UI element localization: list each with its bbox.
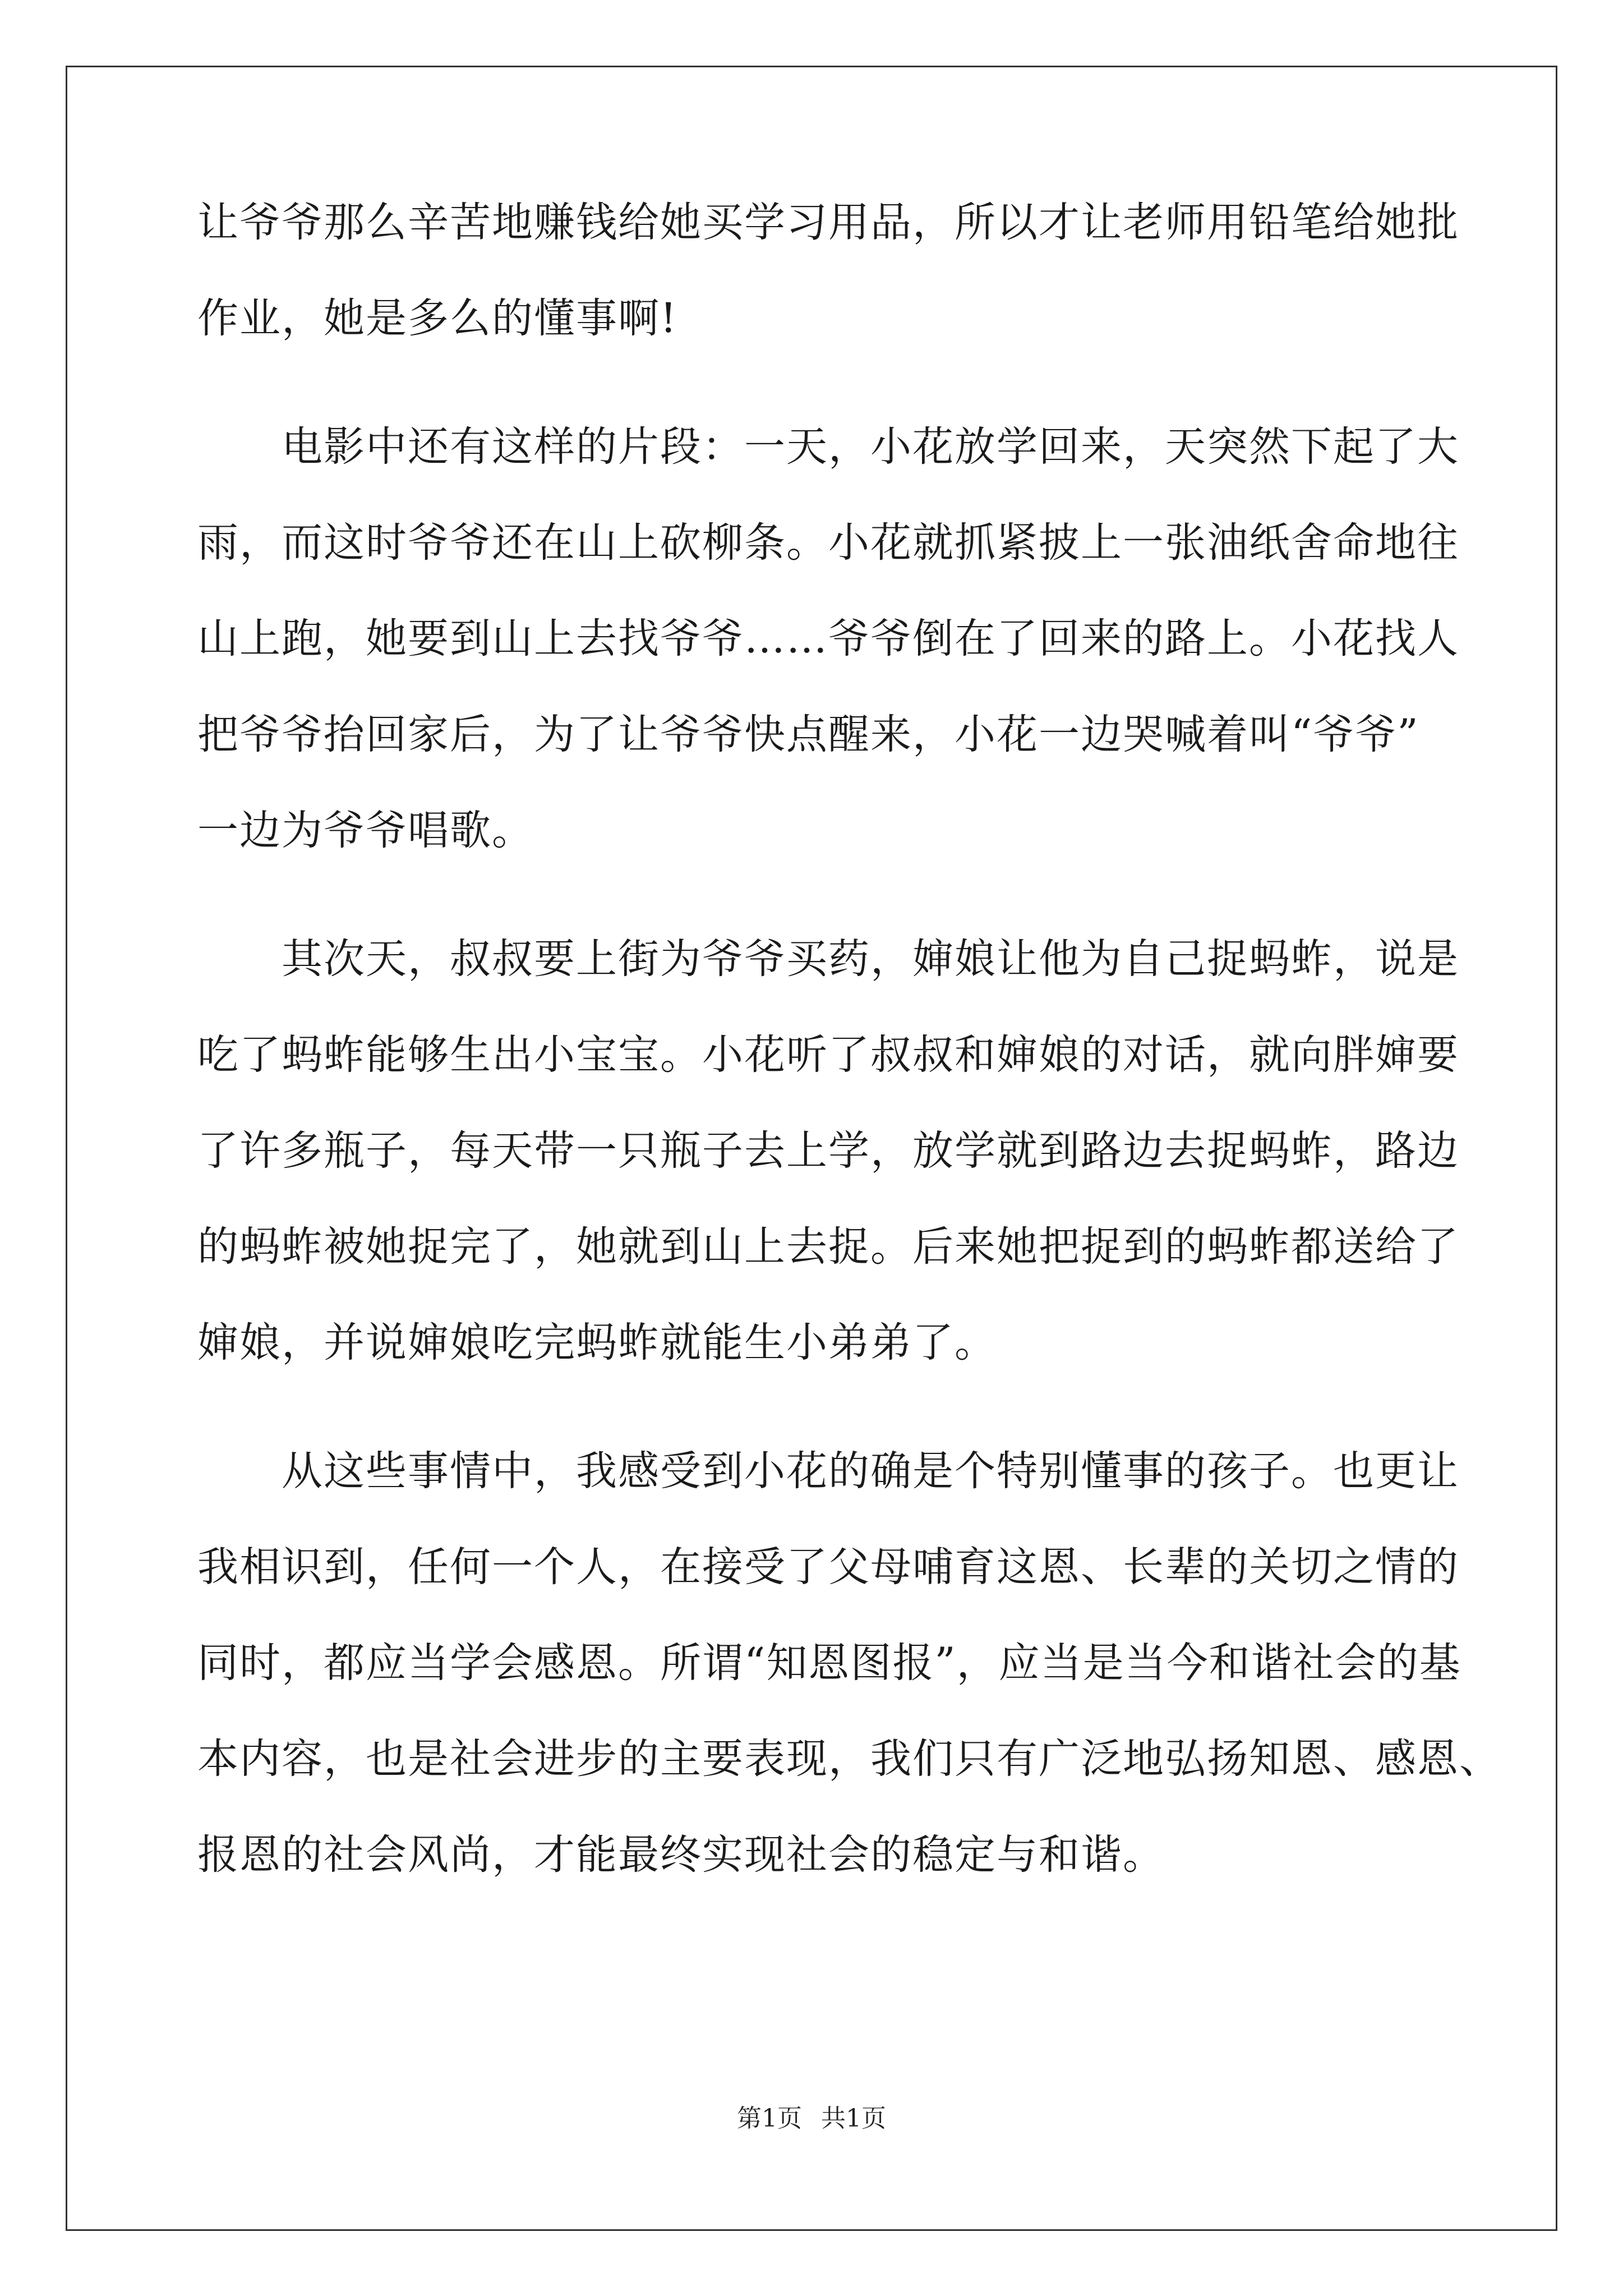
text-line: 我相识到，任何一个人，在接受了父母哺育这恩、长辈的关切之情的 — [197, 1543, 1459, 1591]
text-line: 雨，而这时爷爷还在山上砍柳条。小花就抓紧披上一张油纸舍命地往 — [197, 519, 1459, 567]
text-line: 吃了蚂蚱能够生出小宝宝。小花听了叔叔和婶娘的对话，就向胖婶要 — [197, 1031, 1459, 1079]
text-line: 报恩的社会风尚，才能最终实现社会的稳定与和谐。 — [197, 1831, 1165, 1879]
text-line: 婶娘，并说婶娘吃完蚂蚱就能生小弟弟了。 — [197, 1319, 997, 1366]
page-total: 共1页 — [821, 2104, 886, 2133]
text-line: 把爷爷抬回家后，为了让爷爷快点醒来，小花一边哭喊着叫“爷爷” — [197, 711, 1419, 758]
text-line: 了许多瓶子，每天带一只瓶子去上学，放学就到路边去捉蚂蚱，路边 — [197, 1127, 1459, 1175]
text-line: 其次天，叔叔要上街为爷爷买药，婶娘让他为自己捉蚂蚱，说是 — [197, 935, 1459, 983]
text-line: 同时，都应当学会感恩。所谓“知恩图报”，应当是当今和谐社会的基 — [197, 1639, 1461, 1687]
text-line: 一边为爷爷唱歌。 — [197, 807, 534, 854]
text-line: 的蚂蚱被她捉完了，她就到山上去捉。后来她把捉到的蚂蚱都送给了 — [197, 1223, 1459, 1271]
text-line: 作业，她是多么的懂事啊! — [197, 295, 678, 342]
text-line: 让爷爷那么辛苦地赚钱给她买学习用品，所以才让老师用铅笔给她批 — [197, 199, 1459, 246]
text-line: 从这些事情中，我感受到小花的确是个特别懂事的孩子。也更让 — [197, 1447, 1459, 1495]
text-line: 电影中还有这样的片段：一天，小花放学回来，天突然下起了大 — [197, 423, 1459, 471]
page-footer — [0, 2106, 1623, 2131]
text-line: 本内容，也是社会进步的主要表现，我们只有广泛地弘扬知恩、感恩、 — [197, 1735, 1501, 1783]
page-number: 第1页 — [737, 2104, 802, 2133]
text-line: 山上跑，她要到山上去找爷爷……爷爷倒在了回来的路上。小花找人 — [197, 615, 1459, 662]
